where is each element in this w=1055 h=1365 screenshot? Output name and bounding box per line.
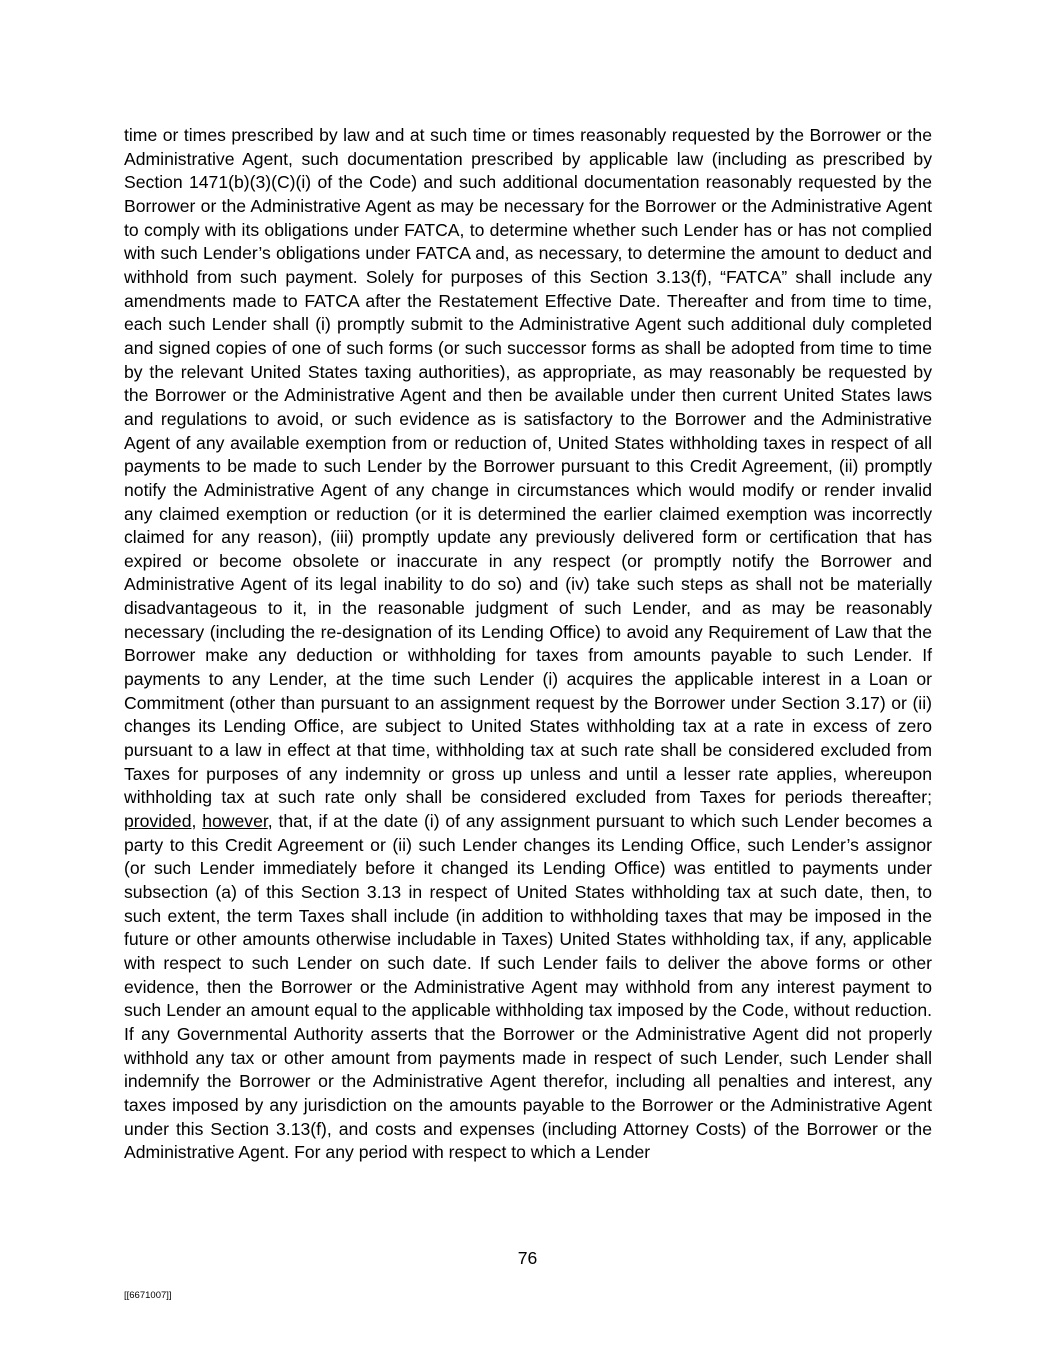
body-text-segment: time or times prescribed by law and at such time or times reasonably requested by the Borrower or the Administrative Agent, such documentation prescribed by applicable law (including as prescribed by Section 1471(b)(3)(C)(i) of the Code) and such additional documentation reasonably requested by the Borrower or the Administrative Agent as may be necessary for the Borrower or the Administrative Agent to comply with its obligations under FATCA, to determine whether such Lender has or has not complied with such Lender’s obligations under FATCA and, as necessary, to determine the amount to deduct and withhold from such payment. Solely for purposes of this Section 3.13(f), “FATCA” shall include any amendments made to FATCA after the Restatement Effective Date. Thereafter and from time to time, each such Lender shall (i) promptly submit to the Administrative Agent such additional duly completed and signed copies of one of such forms (or such successor forms as shall be adopted from time to time by the relevant United States taxing authorities), as appropriate, as may reasonably be requested by the Borrower or the Administrative Agent and then be available under then current United States laws and regulations to avoid, or such evidence as is satisfactory to the Borrower and the Administrative Agent of any available exemption from or reduction of, United States withholding taxes in respect of all payments to be made to such Lender by the Borrower pursuant to this Credit Agreement, (ii) promptly notify the Administrative Agent of any change in circumstances which would modify or render invalid any claimed exemption or reduction (or it is determined the earlier claimed exemption was incorrectly claimed for any reason), (iii) promptly update any previously delivered form or certification that has expired or become obsolete or inaccurate in any respect (or promptly notify the Borrower and Administrative Agent of its legal inability to do so) and (iv) take such steps as shall not be materially disadvantageous to it, in the reasonable judgment of such Lender, and as may be reasonably necessary (including the re-designation of its Lending Office) to avoid any Requirement of Law that the Borrower make any deduction or withholding for taxes from amounts payable to such Lender. If payments to any Lender, at the time such Lender (i) acquires the applicable interest in a Loan or Commitment (other than pursuant to an assignment request by the Borrower under Section 3.17) or (ii) changes its Lending Office, are subject to United States withholding tax at a rate in excess of zero pursuant to a law in effect at that time, withholding tax at such rate shall be considered excluded from Taxes for purposes of any indemnity or gross up unless and until a lesser rate applies, whereupon withholding tax at such rate only shall be considered excluded from Taxes for periods thereafter; xyxy=(124,125,932,808)
document-id-footer: [[6671007]] xyxy=(124,1290,172,1301)
page-number: 76 xyxy=(517,1248,538,1268)
underlined-term-provided: provided xyxy=(124,811,192,832)
underlined-term-however: however xyxy=(202,811,268,832)
body-text-segment: , that, if at the date (i) of any assignment pursuant to which such Lender becomes a party to this Credit Agreement or (ii) such Lender changes its Lending Office, such Lender’s assignor (or such Lender immediately before it changed its Lending Office) was entitled to payments under subsection (a) of this Section 3.13 in respect of United States withholding tax at such date, then, to such extent, the term Taxes shall include (in addition to withholding taxes that may be imposed in the future or other amounts otherwise includable in Taxes) United States withholding tax, if any, applicable with respect to such Lender on such date. If such Lender fails to deliver the above forms or other evidence, then the Borrower or the Administrative Agent may withhold from any interest payment to such Lender an amount equal to the applicable withholding tax imposed by the Code, without reduction. If any Governmental Authority asserts that the Borrower or the Administrative Agent did not properly withhold any tax or other amount from payments made in respect of such Lender, such Lender shall indemnify the Borrower or the Administrative Agent therefor, including all penalties and interest, any taxes imposed by any jurisdiction on the amounts payable to the Borrower or the Administrative Agent under this Section 3.13(f), and costs and expenses (including Attorney Costs) of the Borrower or the Administrative Agent. For any period with respect to which a Lender xyxy=(124,811,932,1163)
body-text-segment: , xyxy=(191,811,203,832)
body-paragraph xyxy=(124,124,932,1165)
